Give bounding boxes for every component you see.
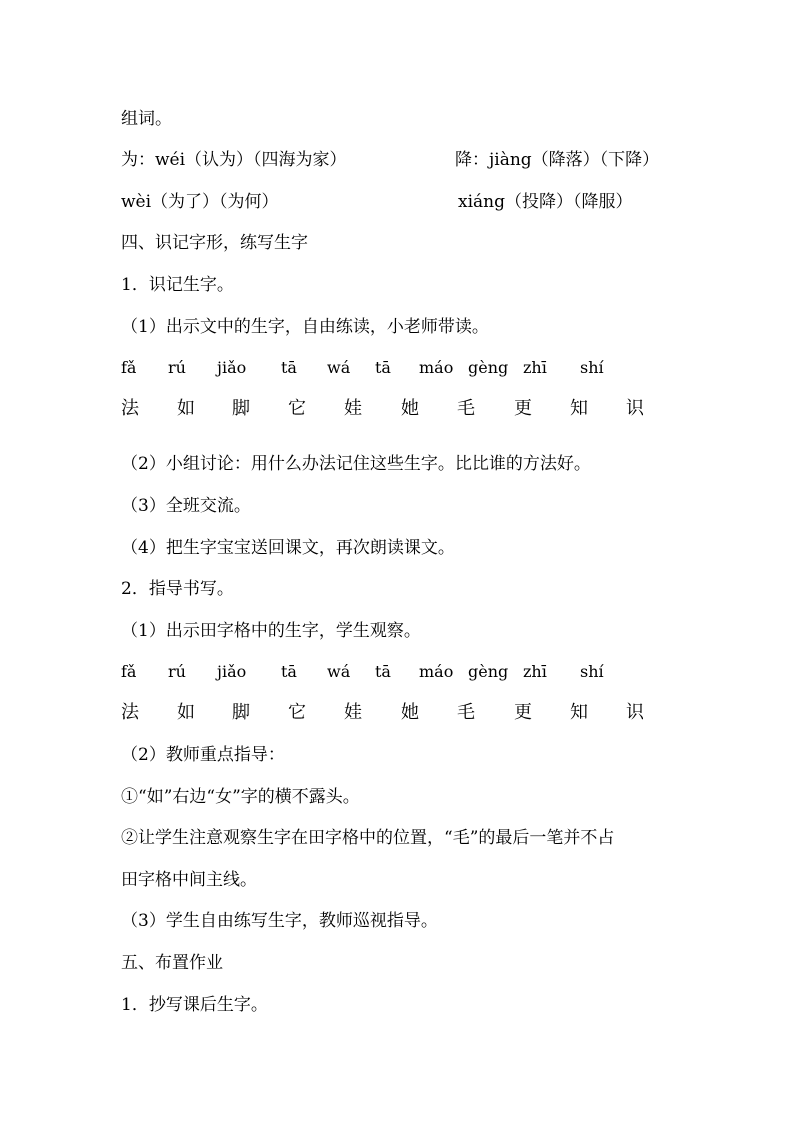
step-5-1: 1．抄写课后生字。 xyxy=(121,995,268,1015)
section-heading-5: 五、布置作业 xyxy=(121,953,223,973)
pinyin-1-shi: shí xyxy=(580,358,604,377)
hanzi-1-fa: 法 xyxy=(121,398,139,419)
pinyin-1-ta: tā xyxy=(281,358,297,377)
hanzi-1-zhi: 知 xyxy=(570,398,588,419)
pinyin-1-ta2: tā xyxy=(375,358,391,377)
hanzi-1-geng: 更 xyxy=(514,398,532,419)
pinyin-1-wa: wá xyxy=(327,358,351,377)
hanzi-1-ru: 如 xyxy=(177,398,195,419)
pinyin-2-wa: wá xyxy=(327,662,351,681)
section-heading-4: 四、识记字形，练写生字 xyxy=(121,233,308,253)
step-4-2-1: （1）出示田字格中的生字，学生观察。 xyxy=(121,621,421,641)
pinyin-2-zhi: zhī xyxy=(523,662,547,681)
step-4-1: 1．识记生字。 xyxy=(121,275,234,295)
point-2-line-2: 田字格中间主线。 xyxy=(121,870,257,890)
pinyin-2-fa: fǎ xyxy=(121,662,137,681)
hanzi-1-ta2: 她 xyxy=(401,398,419,419)
pinyin-2-ru: rú xyxy=(168,662,186,681)
para-zuci: 组词。 xyxy=(121,109,172,129)
hanzi-1-jiao: 脚 xyxy=(232,398,250,419)
pinyin-2-ta2: tā xyxy=(375,662,391,681)
pinyin-2-ta: tā xyxy=(281,662,297,681)
step-4-2: 2．指导书写。 xyxy=(121,579,234,599)
hanzi-2-fa: 法 xyxy=(121,702,139,723)
para-jiang-1: 降：jiàng（降落）（下降） xyxy=(455,150,660,170)
pinyin-1-fa: fǎ xyxy=(121,358,137,377)
step-4-1-1: （1）出示文中的生字，自由练读，小老师带读。 xyxy=(121,317,489,337)
point-1: ①“如”右边“女”字的横不露头。 xyxy=(121,787,360,807)
step-4-1-4: （4）把生字宝宝送回课文，再次朗读课文。 xyxy=(121,538,455,558)
pinyin-2-jiao: jiǎo xyxy=(217,662,247,681)
step-4-2-3: （3）学生自由练写生字，教师巡视指导。 xyxy=(121,911,438,931)
hanzi-1-ta: 它 xyxy=(288,398,306,419)
hanzi-2-ru: 如 xyxy=(177,702,195,723)
pinyin-1-geng: gèng xyxy=(468,358,509,377)
hanzi-1-wa: 娃 xyxy=(344,398,362,419)
hanzi-1-shi: 识 xyxy=(626,398,644,419)
hanzi-2-zhi: 知 xyxy=(570,702,588,723)
pinyin-1-jiao: jiǎo xyxy=(217,358,247,377)
pinyin-1-zhi: zhī xyxy=(523,358,547,377)
pinyin-1-mao: máo xyxy=(419,358,454,377)
hanzi-2-ta: 它 xyxy=(288,702,306,723)
hanzi-2-shi: 识 xyxy=(626,702,644,723)
step-4-1-3: （3）全班交流。 xyxy=(121,496,251,516)
hanzi-2-ta2: 她 xyxy=(401,702,419,723)
pinyin-2-geng: gèng xyxy=(468,662,509,681)
para-wei-2: wèi（为了）（为何） xyxy=(121,192,279,212)
step-4-1-2: （2）小组讨论：用什么办法记住这些生字。比比谁的方法好。 xyxy=(121,454,591,474)
para-jiang-2: xiáng（投降）（降服） xyxy=(458,192,633,212)
point-2-line-1: ②让学生注意观察生字在田字格中的位置，“毛”的最后一笔并不占 xyxy=(121,828,615,848)
pinyin-1-ru: rú xyxy=(168,358,186,377)
step-4-2-2: （2）教师重点指导： xyxy=(121,745,285,765)
pinyin-2-mao: máo xyxy=(419,662,454,681)
pinyin-2-shi: shí xyxy=(580,662,604,681)
hanzi-2-jiao: 脚 xyxy=(232,702,250,723)
hanzi-2-mao: 毛 xyxy=(457,702,475,723)
hanzi-1-mao: 毛 xyxy=(457,398,475,419)
hanzi-2-geng: 更 xyxy=(514,702,532,723)
hanzi-2-wa: 娃 xyxy=(344,702,362,723)
para-wei-1: 为：wéi（认为）（四海为家） xyxy=(121,150,347,170)
